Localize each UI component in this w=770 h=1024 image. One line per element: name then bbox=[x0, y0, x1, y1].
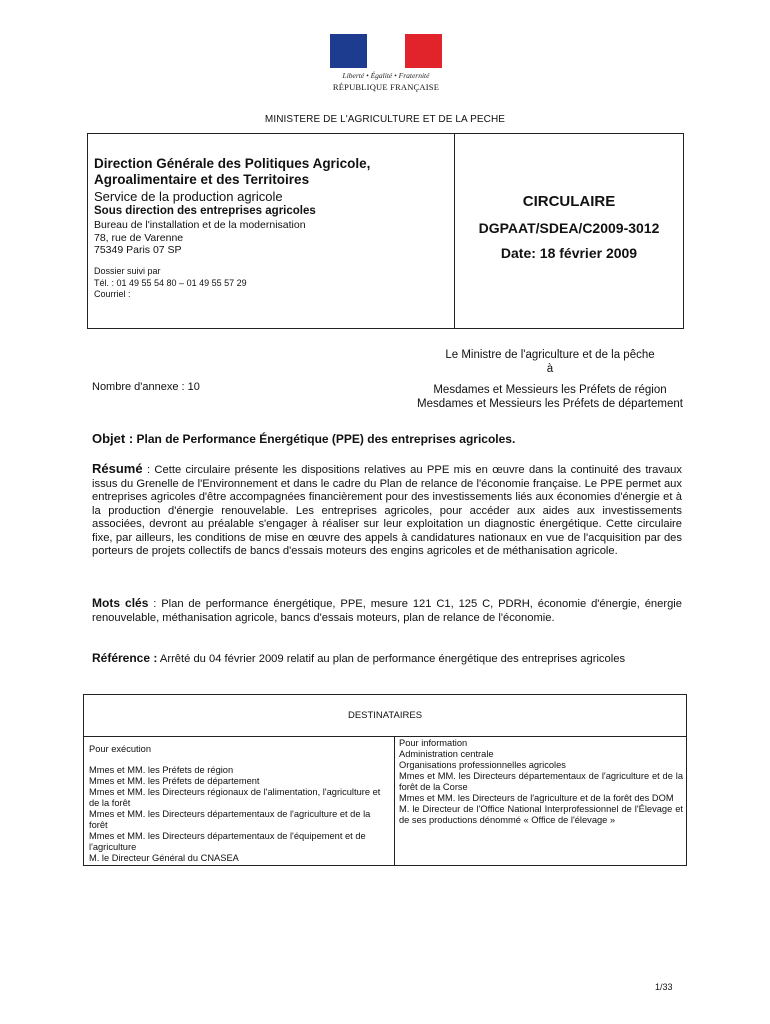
reference-label: Référence : bbox=[92, 651, 158, 665]
sous-direction: Sous direction des entreprises agricoles bbox=[94, 205, 316, 217]
list-item: Organisations professionnelles agricoles bbox=[399, 760, 566, 770]
list-item: M. le Directeur de l'Office National Interprofessionnel de l'Élevage et de ses productions dénommé « Office de l'élevage » bbox=[399, 804, 683, 825]
ministry-name: MINISTERE DE L'AGRICULTURE ET DE LA PECHE bbox=[264, 114, 506, 125]
republic-name: RÉPUBLIQUE FRANÇAISE bbox=[332, 82, 440, 92]
address-street: 78, rue de Varenne bbox=[94, 231, 184, 244]
list-item: Mmes et MM. les Directeurs départementaux de l'équipement et de l'agriculture bbox=[89, 831, 366, 852]
information-column bbox=[399, 738, 683, 826]
marianne-icon bbox=[358, 36, 418, 68]
list-item: Mmes et MM. les Préfets de département bbox=[89, 776, 260, 786]
service-name: Service de la production agricole bbox=[94, 189, 283, 204]
table-divider-horizontal bbox=[84, 736, 686, 737]
annexe-count: Nombre d'annexe : 10 bbox=[92, 381, 200, 393]
objet-text: Plan de Performance Énergétique (PPE) des entreprises agricoles. bbox=[136, 432, 516, 446]
list-item: Mmes et MM. les Directeurs de l'agriculture et de la forêt des DOM bbox=[399, 793, 674, 803]
email-line: Courriel : bbox=[94, 289, 131, 299]
keywords-paragraph bbox=[92, 597, 682, 625]
header-box bbox=[87, 133, 684, 329]
reference-paragraph bbox=[92, 652, 702, 667]
page-number: 1/33 bbox=[655, 982, 673, 992]
list-item: Mmes et MM. les Directeurs départementaux de l'agriculture et de la forêt de la Corse bbox=[399, 771, 683, 792]
destinataires-title: DESTINATAIRES bbox=[347, 710, 423, 721]
resume-text: : Cette circulaire présente les dispositions relatives au PPE mis en œuvre dans la continuité des travaux issus du Grenelle de l'Environnement et dans le cadre du Plan de relance de l'économie française. Le PPE permet aux entreprises agricoles d'être accompagnées financièrement pour des investissements liés aux économies d'énergie et à la production d'énergie renouvelable. Les entreprises agricoles, pour accéder aux aides aux investissements associées, devront au préalable s'engager à réaliser sur leur exploitation un diagnostic énergétique. Cette circulaire fixe, par ailleurs, les conditions de mise en œuvre des appels à candidatures nationaux en vue de l'acquisition par des porteurs de projets collectifs de bancs d'essais moteurs des engins agricoles et de méthanisation agricole. bbox=[92, 464, 683, 557]
direction-title: Direction Générale des Politiques Agricole, Agroalimentaire et des Territoires bbox=[94, 156, 371, 187]
objet bbox=[92, 432, 682, 447]
circulaire-reference: DGPAAT/SDEA/C2009-3012 bbox=[478, 220, 660, 236]
republic-motto: Liberté • Égalité • Fraternité bbox=[342, 71, 430, 80]
keywords-text: : Plan de performance énergétique, PPE, mesure 121 C1, 125 C, PDRH, économie d'énergie, énergie renouvelable, méthanisation agricole, bancs d'essais moteurs, plan de relance de l'économie. bbox=[92, 598, 683, 624]
phone-line: Tél. : 01 49 55 54 80 – 01 49 55 57 29 bbox=[94, 277, 247, 288]
dossier-label: Dossier suivi par bbox=[94, 266, 161, 276]
list-item: M. le Directeur Général du CNASEA bbox=[89, 853, 239, 863]
recipient-line-1: Mesdames et Messieurs les Préfets de région bbox=[433, 384, 667, 396]
circulaire-title: CIRCULAIRE bbox=[522, 193, 616, 210]
list-item: Mmes et MM. les Directeurs départementaux de l'agriculture et de la forêt bbox=[89, 809, 371, 830]
objet-label: Objet : bbox=[92, 431, 134, 446]
reference-text: Arrêté du 04 février 2009 relatif au plan de performance énergétique des entreprises agricoles bbox=[159, 653, 626, 665]
dossier-contact bbox=[94, 266, 247, 301]
sender-minister: Le Ministre de l'agriculture et de la pêche bbox=[445, 349, 655, 361]
republique-francaise-logo bbox=[330, 34, 442, 96]
list-item: Mmes et MM. les Directeurs régionaux de l'alimentation, l'agriculture et de la forêt bbox=[89, 787, 381, 808]
bureau-line: Bureau de l'installation et de la modernisation bbox=[94, 219, 306, 231]
list-item: Administration centrale bbox=[399, 749, 494, 759]
information-title: Pour information bbox=[399, 738, 468, 748]
table-divider-vertical bbox=[394, 736, 395, 865]
resume-label: Résumé bbox=[92, 461, 143, 476]
bureau-address bbox=[94, 219, 306, 257]
resume-paragraph bbox=[92, 462, 682, 559]
to-word: à bbox=[546, 363, 554, 375]
execution-column bbox=[89, 744, 387, 864]
address-city: 75349 Paris 07 SP bbox=[94, 244, 182, 256]
execution-title: Pour exécution bbox=[89, 744, 152, 754]
destinataires-table bbox=[83, 694, 687, 866]
circulaire-date: Date: 18 février 2009 bbox=[500, 245, 638, 261]
list-item: Mmes et MM. les Préfets de région bbox=[89, 765, 234, 775]
recipient-line-2: Mesdames et Messieurs les Préfets de département bbox=[417, 398, 683, 410]
keywords-label: Mots clés bbox=[92, 596, 149, 610]
